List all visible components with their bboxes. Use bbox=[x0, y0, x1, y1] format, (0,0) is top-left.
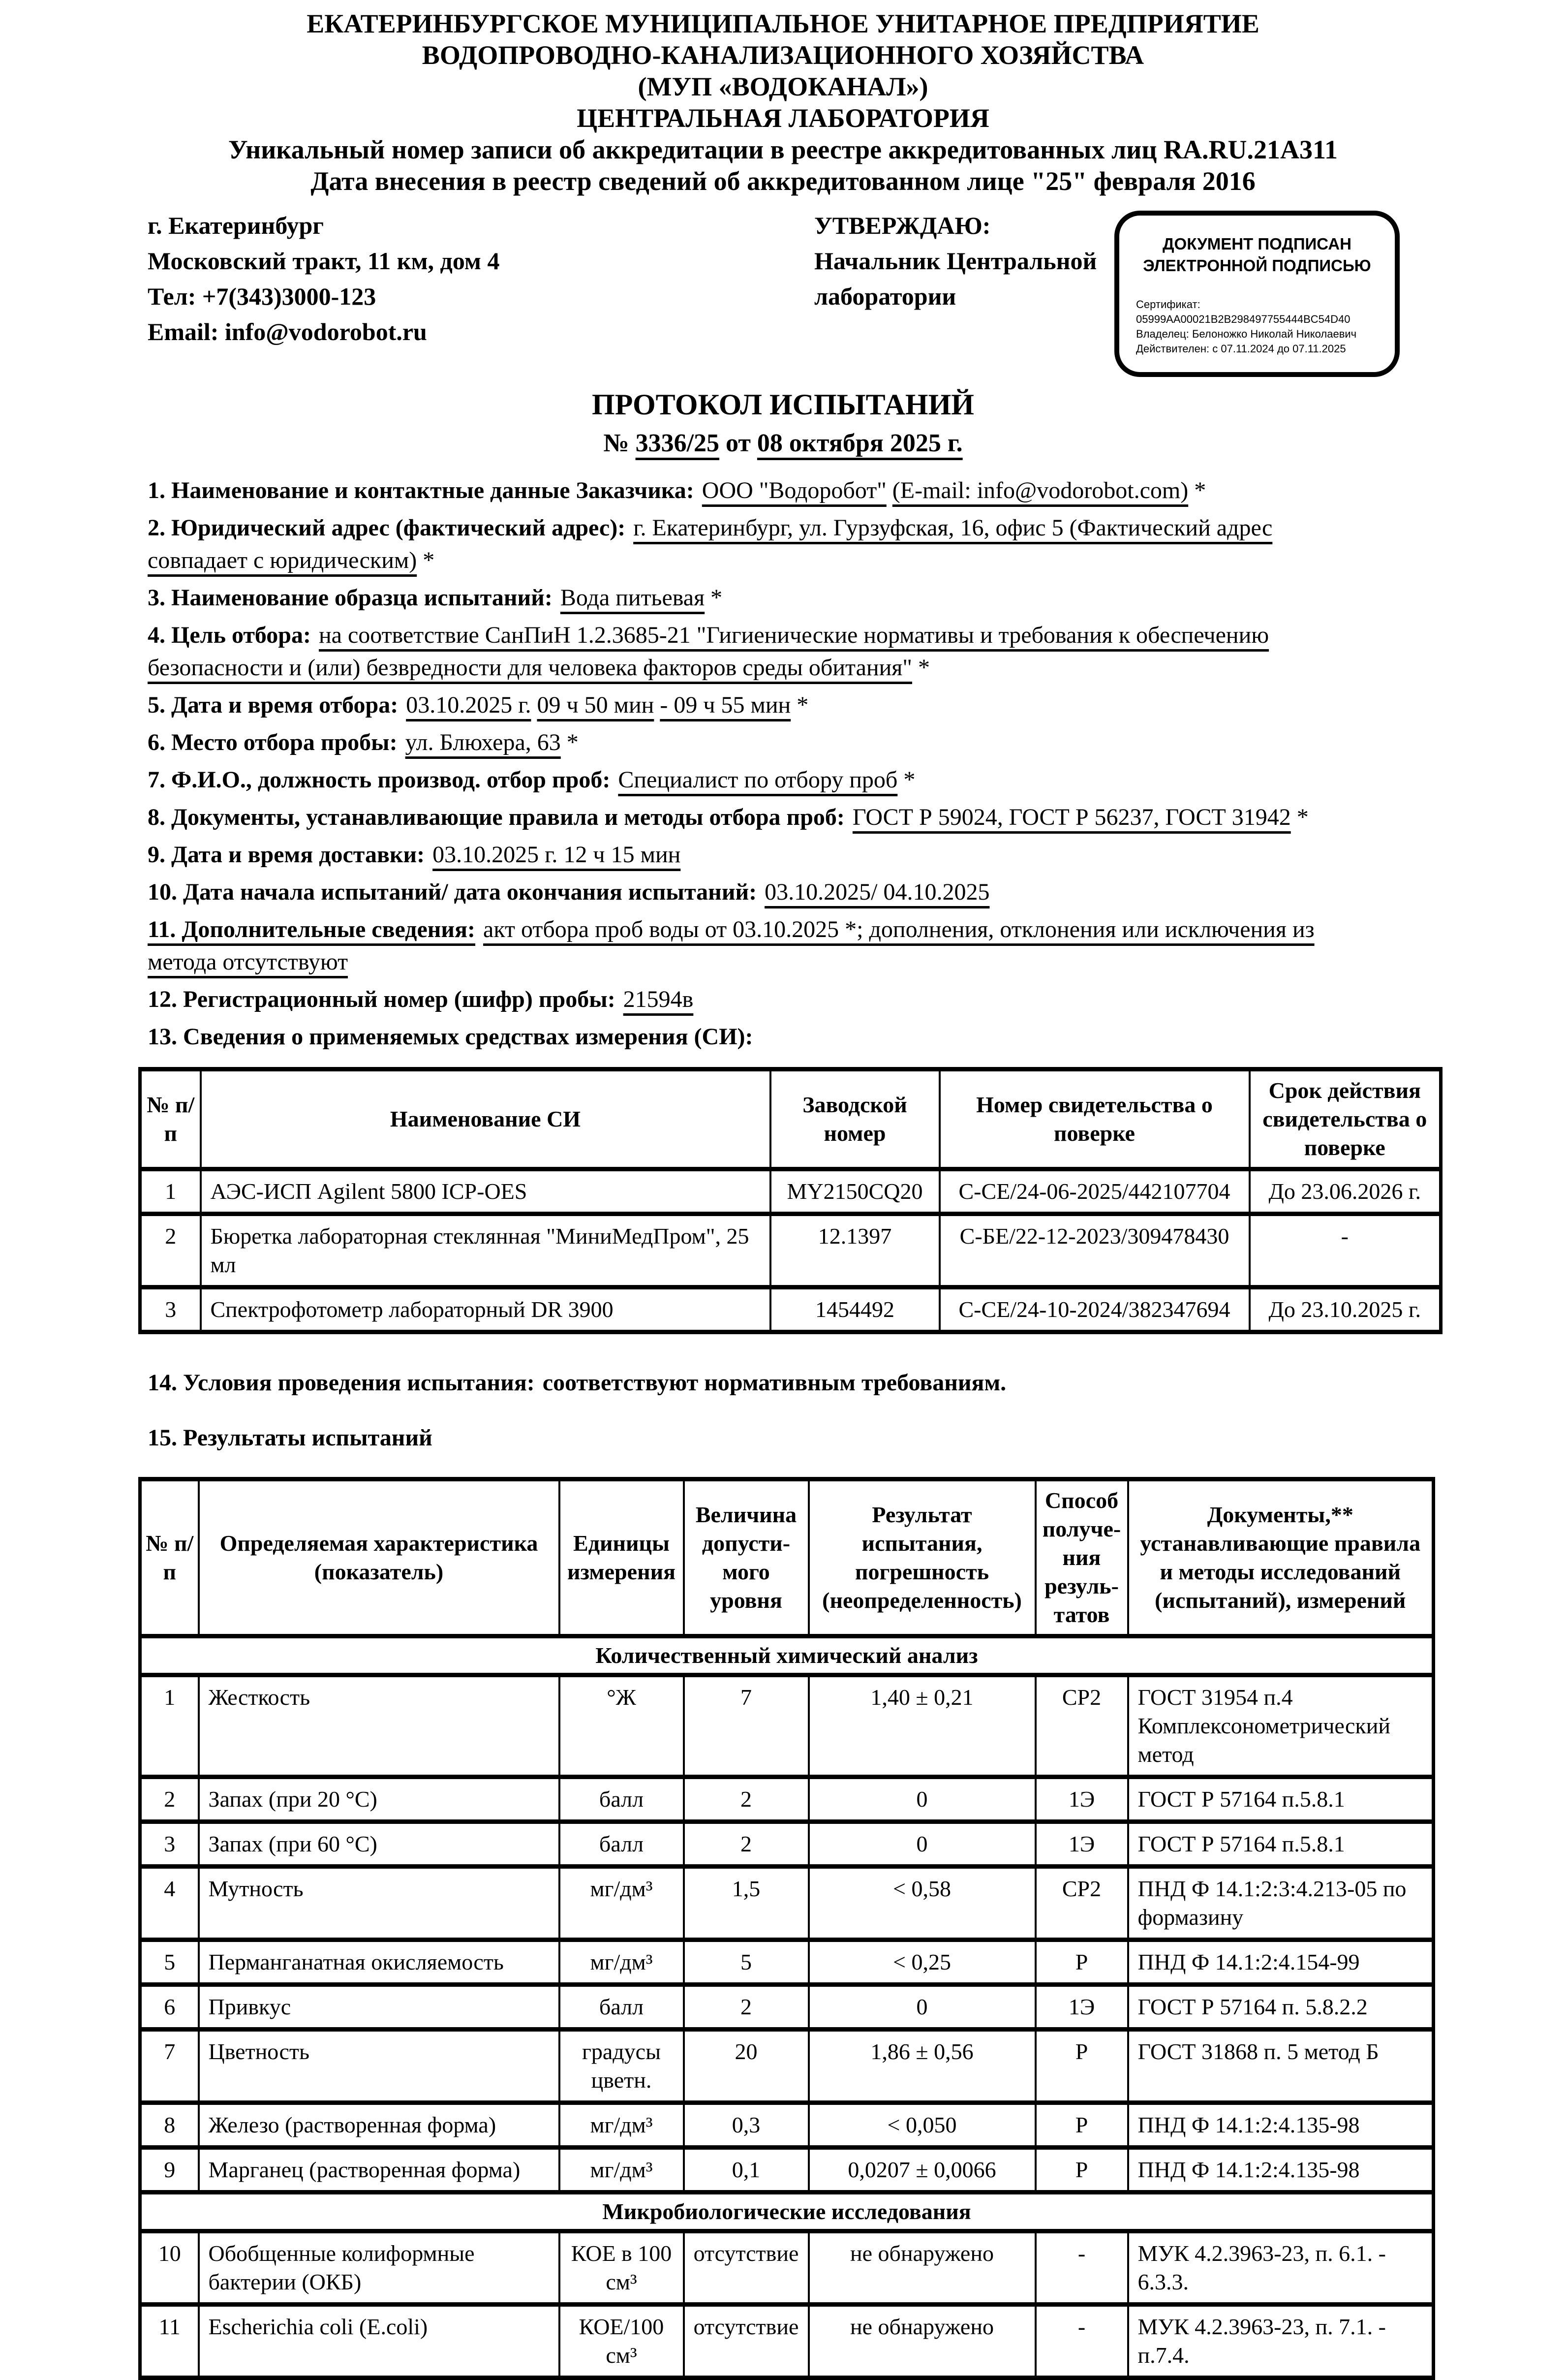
si-table-row bbox=[140, 1169, 1441, 1214]
cell: мг/дм³ bbox=[559, 2103, 684, 2148]
cell: не обнаружено bbox=[809, 2305, 1036, 2378]
cell: 20 bbox=[684, 2030, 809, 2103]
protocol-item bbox=[148, 1367, 1463, 1399]
cell: отсутствие bbox=[684, 2305, 809, 2378]
item-value-segment: * bbox=[1290, 804, 1309, 830]
cell: До 23.06.2026 г. bbox=[1250, 1169, 1441, 1214]
item-label: 8. Документы, устанавливающие правила и методы отбора проб: bbox=[148, 804, 845, 830]
item-label: 6. Место отбора пробы: bbox=[148, 729, 398, 755]
cell: Жесткость bbox=[199, 1675, 559, 1777]
si-table-body bbox=[140, 1169, 1441, 1332]
protocol-item bbox=[148, 1021, 1463, 1053]
item-label: 15. Результаты испытаний bbox=[148, 1425, 432, 1451]
cell: 1,5 bbox=[684, 1867, 809, 1940]
item-label: 9. Дата и время доставки: bbox=[148, 842, 425, 868]
cell: 9 bbox=[140, 2148, 199, 2192]
info-row bbox=[0, 208, 1566, 371]
cell: 10 bbox=[140, 2231, 199, 2305]
item-label: 10. Дата начала испытаний/ дата окончания испытаний: bbox=[148, 879, 757, 905]
cell: Цветность bbox=[199, 2030, 559, 2103]
cell: 7 bbox=[684, 1675, 809, 1777]
column-header: Срок действия свидетельства о поверке bbox=[1250, 1069, 1441, 1169]
item-label: 3. Наименование образца испытаний: bbox=[148, 585, 553, 611]
column-header: Определяемая характеристика (показатель) bbox=[199, 1479, 559, 1636]
item-value-segment: - 09 ч 55 мин bbox=[660, 692, 791, 718]
cell: Перманганатная окисляемость bbox=[199, 1940, 559, 1985]
cell: 1454492 bbox=[770, 1287, 940, 1332]
column-header: Единицы измерения bbox=[559, 1479, 684, 1636]
results-table-body bbox=[140, 1636, 1434, 2378]
protocol-item bbox=[148, 913, 1463, 978]
cell: градусы цветн. bbox=[559, 2030, 684, 2103]
cell: Р bbox=[1036, 1940, 1128, 1985]
item-label: 2. Юридический адрес (фактический адрес): bbox=[148, 515, 626, 541]
cell: Escherichia coli (E.coli) bbox=[199, 2305, 559, 2378]
cell: балл bbox=[559, 1777, 684, 1822]
si-table-row bbox=[140, 1287, 1441, 1332]
cell: СР2 bbox=[1036, 1867, 1128, 1940]
stamp-certificate: Сертификат: 05999AA00021B2B298497755444BC54D40 bbox=[1136, 298, 1351, 325]
address-street: Московский тракт, 11 км, дом 4 bbox=[148, 247, 500, 275]
si-table-row bbox=[140, 1214, 1441, 1287]
cell: ГОСТ Р 57164 п. 5.8.2.2 bbox=[1128, 1985, 1434, 2030]
approval-block bbox=[814, 208, 1097, 314]
cell: С-СЕ/24-10-2024/382347694 bbox=[940, 1287, 1250, 1332]
cell: 2 bbox=[684, 1985, 809, 2030]
cell: 1,86 ± 0,56 bbox=[809, 2030, 1036, 2103]
item-value-segment: 03.10.2025 г. bbox=[406, 692, 531, 718]
org-header bbox=[0, 0, 1566, 197]
cell: 11 bbox=[140, 2305, 199, 2378]
cell: СР2 bbox=[1036, 1675, 1128, 1777]
cell: АЭС-ИСП Agilent 5800 ICP-OES bbox=[201, 1169, 770, 1214]
cell: КОЕ/100 см³ bbox=[559, 2305, 684, 2378]
cell: 7 bbox=[140, 2030, 199, 2103]
cell: 0 bbox=[809, 1777, 1036, 1822]
cell: балл bbox=[559, 1822, 684, 1867]
item-label: 13. Сведения о применяемых средствах измерения (СИ): bbox=[148, 1024, 753, 1050]
cell: Бюретка лабораторная стеклянная "МиниМедПром", 25 мл bbox=[201, 1214, 770, 1287]
column-header: Документы,** устанавливающие правила и методы исследований (испытаний), измерений bbox=[1128, 1479, 1434, 1636]
item-value-segment: * bbox=[912, 655, 930, 681]
cell: До 23.10.2025 г. bbox=[1250, 1287, 1441, 1332]
cell: МУК 4.2.3963-23, п. 6.1. - 6.3.3. bbox=[1128, 2231, 1434, 2305]
result-row bbox=[140, 1822, 1434, 1867]
result-row bbox=[140, 1940, 1434, 1985]
protocol-item bbox=[148, 474, 1463, 507]
org-header-line: (МУП «ВОДОКАНАЛ») bbox=[638, 72, 928, 101]
column-header: Наименование СИ bbox=[201, 1069, 770, 1169]
cell: 6 bbox=[140, 1985, 199, 2030]
result-row bbox=[140, 1675, 1434, 1777]
cell: MY2150CQ20 bbox=[770, 1169, 940, 1214]
cell: КОЕ в 100 см³ bbox=[559, 2231, 684, 2305]
protocol-item bbox=[148, 1422, 1463, 1454]
digital-signature-stamp bbox=[1114, 211, 1400, 377]
cell: < 0,050 bbox=[809, 2103, 1036, 2148]
column-header: Результат испытания, погрешность (неопределенность) bbox=[809, 1479, 1036, 1636]
section-row bbox=[140, 1636, 1434, 1675]
item-value-segment bbox=[531, 692, 537, 718]
result-row bbox=[140, 2148, 1434, 2192]
protocol-item bbox=[148, 619, 1463, 684]
cell: 1 bbox=[140, 1169, 201, 1214]
cell: Запах (при 60 °С) bbox=[199, 1822, 559, 1867]
cell: мг/дм³ bbox=[559, 2148, 684, 2192]
org-header-line: ЕКАТЕРИНБУРГСКОЕ МУНИЦИПАЛЬНОЕ УНИТАРНОЕ ПРЕДПРИЯТИЕ bbox=[307, 9, 1259, 38]
result-row bbox=[140, 2305, 1434, 2378]
address-city: г. Екатеринбург bbox=[148, 212, 324, 239]
cell: 0 bbox=[809, 1985, 1036, 2030]
item-value-segment: * bbox=[1188, 477, 1206, 503]
cell: 0 bbox=[809, 1822, 1036, 1867]
item-value-segment: ГОСТ Р 59024, ГОСТ Р 56237, ГОСТ 31942 bbox=[852, 804, 1291, 830]
cell: - bbox=[1036, 2231, 1128, 2305]
si-table-head bbox=[140, 1069, 1441, 1169]
item-value-segment: 03.10.2025/ 04.10.2025 bbox=[765, 879, 990, 905]
item-value-segment: ул. Блюхера, 63 bbox=[405, 729, 561, 755]
cell: 0,3 bbox=[684, 2103, 809, 2148]
cell: не обнаружено bbox=[809, 2231, 1036, 2305]
stamp-details bbox=[1136, 297, 1385, 356]
cell: 5 bbox=[684, 1940, 809, 1985]
approval-title: УТВЕРЖДАЮ: bbox=[814, 212, 991, 239]
cell: Мутность bbox=[199, 1867, 559, 1940]
cell: 1Э bbox=[1036, 1822, 1128, 1867]
column-header: Способ получе-ния резуль-татов bbox=[1036, 1479, 1128, 1636]
accreditation-number-line: Уникальный номер записи об аккредитации в реестре аккредитованных лиц RA.RU.21А311 bbox=[228, 135, 1338, 164]
results-table bbox=[138, 1477, 1435, 2380]
cell: ПНД Ф 14.1:2:4.135-98 bbox=[1128, 2103, 1434, 2148]
cell: Спектрофотометр лабораторный DR 3900 bbox=[201, 1287, 770, 1332]
cell: 4 bbox=[140, 1867, 199, 1940]
org-header-line: ЦЕНТРАЛЬНАЯ ЛАБОРАТОРИЯ bbox=[577, 103, 989, 133]
address-email: Email: info@vodorobot.ru bbox=[148, 318, 427, 345]
cell: ГОСТ 31868 п. 5 метод Б bbox=[1128, 2030, 1434, 2103]
item-label: 12. Регистрационный номер (шифр) пробы: bbox=[148, 986, 615, 1012]
item-value-segment: № bbox=[603, 429, 636, 457]
item-value-segment: 3336/25 bbox=[635, 429, 720, 457]
item-value-segment bbox=[887, 477, 892, 503]
item-value-segment: 09 ч 50 мин bbox=[537, 692, 654, 718]
cell: ПНД Ф 14.1:2:3:4.213-05 по формазину bbox=[1128, 1867, 1434, 1940]
cell: 2 bbox=[684, 1822, 809, 1867]
protocol-item bbox=[148, 726, 1463, 759]
item-value-segment: соответствуют нормативным требованиям. bbox=[542, 1370, 1007, 1396]
result-row bbox=[140, 1867, 1434, 1940]
cell: мг/дм³ bbox=[559, 1867, 684, 1940]
item-value-segment: 08 октября 2025 г. bbox=[757, 429, 963, 457]
item-label: 5. Дата и время отбора: bbox=[148, 692, 399, 718]
item-value-segment: 03.10.2025 г. 12 ч 15 мин bbox=[432, 842, 681, 868]
cell: ГОСТ Р 57164 п.5.8.1 bbox=[1128, 1777, 1434, 1822]
protocol-item bbox=[148, 983, 1463, 1016]
protocol-number bbox=[0, 429, 1566, 458]
item-value-segment: совпадает с юридическим) bbox=[148, 547, 417, 573]
cell: 0,1 bbox=[684, 2148, 809, 2192]
stamp-title bbox=[1119, 233, 1395, 277]
cell: ПНД Ф 14.1:2:4.135-98 bbox=[1128, 2148, 1434, 2192]
approval-role-line: лаборатории bbox=[814, 282, 956, 310]
cell: 5 bbox=[140, 1940, 199, 1985]
org-header-line: ВОДОПРОВОДНО-КАНАЛИЗАЦИОННОГО ХОЗЯЙСТВА bbox=[422, 40, 1144, 70]
item-value-segment: * bbox=[897, 767, 916, 793]
item-label: 7. Ф.И.О., должность производ. отбор проб: bbox=[148, 767, 611, 793]
cell: °Ж bbox=[559, 1675, 684, 1777]
column-header: Номер свидетельства о поверке bbox=[940, 1069, 1250, 1169]
item-label: 14. Условия проведения испытания: bbox=[148, 1370, 535, 1396]
cell: МУК 4.2.3963-23, п. 7.1. - п.7.4. bbox=[1128, 2305, 1434, 2378]
protocol-title: ПРОТОКОЛ ИСПЫТАНИЙ bbox=[592, 388, 974, 421]
item-value-segment: * bbox=[791, 692, 809, 718]
stamp-title-line: ДОКУМЕНТ ПОДПИСАН bbox=[1163, 235, 1351, 253]
item-value-segment: безопасности и (или) безвредности для человека факторов среды обитания" bbox=[148, 655, 912, 681]
column-header: Заводской номер bbox=[770, 1069, 940, 1169]
section-row bbox=[140, 2192, 1434, 2231]
cell: 2 bbox=[140, 1214, 201, 1287]
cell: ГОСТ 31954 п.4 Комплексонометрический метод bbox=[1128, 1675, 1434, 1777]
cell: - bbox=[1036, 2305, 1128, 2378]
approval-role-line: Начальник Центральной bbox=[814, 247, 1097, 275]
accreditation-date-line: Дата внесения в реестр сведений об аккредитованном лице "25" февраля 2016 bbox=[310, 166, 1256, 196]
cell: Привкус bbox=[199, 1985, 559, 2030]
item-value-segment: Специалист по отбору проб bbox=[618, 767, 898, 793]
cell: Железо (растворенная форма) bbox=[199, 2103, 559, 2148]
cell: 2 bbox=[140, 1777, 199, 1822]
cell: Р bbox=[1036, 2148, 1128, 2192]
cell: 3 bbox=[140, 1287, 201, 1332]
item-value-segment: ООО "Водоробот" bbox=[702, 477, 887, 503]
item-value-segment: г. Екатеринбург, ул. Гурзуфская, 16, офис 5 (Фактический адрес bbox=[633, 515, 1273, 541]
cell: Запах (при 20 °С) bbox=[199, 1777, 559, 1822]
stamp-title-line: ЭЛЕКТРОННОЙ ПОДПИСЬЮ bbox=[1143, 256, 1371, 275]
cell: 1Э bbox=[1036, 1985, 1128, 2030]
item-value-segment: Вода питьевая bbox=[560, 585, 705, 611]
cell: Марганец (растворенная форма) bbox=[199, 2148, 559, 2192]
result-row bbox=[140, 1985, 1434, 2030]
lab-address-block bbox=[148, 208, 499, 349]
item-label: 1. Наименование и контактные данные Заказчика: bbox=[148, 477, 694, 503]
section-title: Микробиологические исследования bbox=[140, 2192, 1434, 2231]
protocol-items-top bbox=[148, 474, 1463, 1053]
result-row bbox=[140, 2103, 1434, 2148]
section-title: Количественный химический анализ bbox=[140, 1636, 1434, 1675]
item-label: 4. Цель отбора: bbox=[148, 622, 311, 648]
cell: 1,40 ± 0,21 bbox=[809, 1675, 1036, 1777]
result-row bbox=[140, 2231, 1434, 2305]
column-header: Величина допусти-мого уровня bbox=[684, 1479, 809, 1636]
protocol-item bbox=[148, 764, 1463, 796]
result-row bbox=[140, 2030, 1434, 2103]
protocol-item bbox=[148, 801, 1463, 834]
item-label: 11. Дополнительные сведения: bbox=[148, 916, 476, 942]
item-value-segment: от bbox=[719, 429, 757, 457]
protocol-item bbox=[148, 876, 1463, 908]
result-row bbox=[140, 1777, 1434, 1822]
item-value-segment: метода отсутствуют bbox=[148, 949, 348, 975]
item-value-segment: (E-mail: info@vodorobot.com) bbox=[892, 477, 1189, 503]
cell: 1 bbox=[140, 1675, 199, 1777]
protocol-item bbox=[148, 839, 1463, 871]
cell: ПНД Ф 14.1:2:4.154-99 bbox=[1128, 1940, 1434, 1985]
cell: 0,0207 ± 0,0066 bbox=[809, 2148, 1036, 2192]
cell: С-БЕ/22-12-2023/309478430 bbox=[940, 1214, 1250, 1287]
results-table-head bbox=[140, 1479, 1434, 1636]
protocol-items-bottom bbox=[148, 1367, 1463, 1454]
stamp-validity: Действителен: с 07.11.2024 до 07.11.2025 bbox=[1136, 343, 1346, 355]
item-value-segment: акт отбора проб воды от 03.10.2025 *; дополнения, отклонения или исключения из bbox=[483, 916, 1315, 942]
cell: С-СЕ/24-06-2025/442107704 bbox=[940, 1169, 1250, 1214]
cell: < 0,25 bbox=[809, 1940, 1036, 1985]
column-header: № п/п bbox=[140, 1069, 201, 1169]
item-value-segment: 21594в bbox=[623, 986, 694, 1012]
cell: Обобщенные колиформные бактерии (ОКБ) bbox=[199, 2231, 559, 2305]
item-value-segment: * bbox=[560, 729, 579, 755]
stamp-owner: Владелец: Белоножко Николай Николаевич bbox=[1136, 328, 1357, 340]
protocol-item bbox=[148, 582, 1463, 614]
results-header-row bbox=[140, 1479, 1434, 1636]
address-phone: Тел: +7(343)3000-123 bbox=[148, 282, 376, 310]
item-value-segment bbox=[654, 692, 660, 718]
cell: 2 bbox=[684, 1777, 809, 1822]
item-value-segment: * bbox=[417, 547, 435, 573]
item-value-segment: * bbox=[705, 585, 723, 611]
cell: 1Э bbox=[1036, 1777, 1128, 1822]
cell: Р bbox=[1036, 2030, 1128, 2103]
cell: отсутствие bbox=[684, 2231, 809, 2305]
cell: Р bbox=[1036, 2103, 1128, 2148]
cell: 8 bbox=[140, 2103, 199, 2148]
protocol-item bbox=[148, 512, 1463, 577]
protocol-item bbox=[148, 689, 1463, 721]
cell: 3 bbox=[140, 1822, 199, 1867]
cell: ГОСТ Р 57164 п.5.8.1 bbox=[1128, 1822, 1434, 1867]
cell: балл bbox=[559, 1985, 684, 2030]
cell: 12.1397 bbox=[770, 1214, 940, 1287]
measuring-instruments-table bbox=[138, 1067, 1443, 1334]
cell: < 0,58 bbox=[809, 1867, 1036, 1940]
column-header: № п/п bbox=[140, 1479, 199, 1636]
cell: - bbox=[1250, 1214, 1441, 1287]
si-header-row bbox=[140, 1069, 1441, 1169]
cell: мг/дм³ bbox=[559, 1940, 684, 1985]
item-value-segment: на соответствие СанПиН 1.2.3685-21 "Гигиенические нормативы и требования к обеспечению bbox=[318, 622, 1269, 648]
